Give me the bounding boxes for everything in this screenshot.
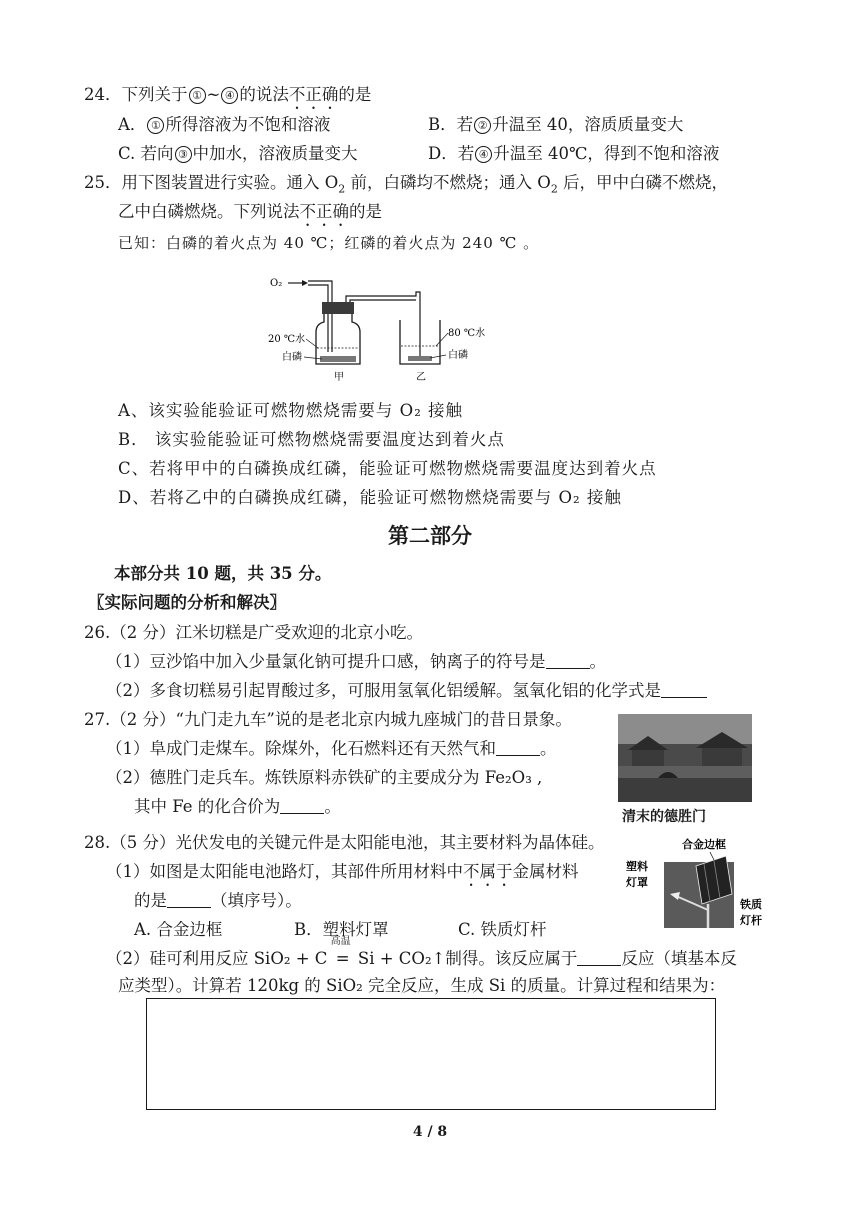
fig-phos1-label: 白磷: [282, 352, 302, 363]
q28-stem: 28.（5 分）光伏发电的关键元件是太阳能电池，其主要材料为晶体硅。: [84, 833, 605, 852]
q24-option-a: A． ① 所得溶液为不饱和溶液: [118, 115, 331, 134]
q25-stem-line2: 乙中白磷燃烧。下列说法不正确的是: [118, 202, 382, 221]
q24-option-d: D．若 ④ 升温至 40℃，得到不饱和溶液: [428, 144, 720, 163]
q25-option-b: B． 该实验能验证可燃物燃烧需要温度达到着火点: [118, 430, 505, 449]
fig-shade-label-1: 塑料: [626, 860, 648, 873]
q24-stem: 24．下列关于 ① ~ ④ 的说法不正确的是: [84, 85, 372, 104]
q25-stem-line1: 25．用下图装置进行实验。通入 $O_2$ 前，白磷均不燃烧；通入 $O_2$ 后，甲中白磷不燃烧，: [84, 173, 729, 196]
fig-water20-label: 20 ℃水: [268, 334, 306, 345]
q27-stem: 27.（2 分）“九门走九车”说的是老北京内城九座城门的昔日景象。: [84, 710, 572, 729]
answer-box[interactable]: [146, 998, 716, 1110]
fig-jia-label: 甲: [334, 372, 344, 383]
q24-option-b: B．若 ② 升温至 40，溶质质量变大: [428, 115, 684, 134]
q26-part1: （1）豆沙馅中加入少量氯化钠可提升口感，钠离子的符号是 。: [106, 652, 606, 671]
desheng-gate-photo: [618, 714, 752, 802]
fig-frame-label: 合金边框: [682, 838, 726, 851]
q25-known: 已知：白磷的着火点为 40 ℃；红磷的着火点为 240 ℃ 。: [118, 234, 540, 252]
q28-part2-line2: 应类型）。计算若 120kg 的 SiO₂ 完全反应，生成 Si 的质量。计算过程和结果为：: [118, 976, 726, 995]
section-heading: 〖实际问题的分析和解决〗: [88, 593, 286, 612]
fig-water80-label: 80 ℃水: [448, 328, 486, 339]
fig-shade-label-2: 灯罩: [626, 876, 648, 889]
q24-option-c: C. 若向 ③ 中加水，溶液质量变大: [118, 144, 358, 163]
q25-apparatus-figure: [268, 272, 508, 384]
page-number: 4 / 8: [412, 1124, 448, 1140]
fig-yi-label: 乙: [416, 372, 426, 383]
q28-option-b: B．塑料灯罩: [294, 920, 389, 939]
q27-part1: （1）阜成门走煤车。除煤外，化石燃料还有天然气和 。: [106, 739, 557, 758]
reaction-condition: 高温: [330, 936, 351, 947]
q28-option-c: C. 铁质灯杆: [458, 920, 547, 939]
solar-lamp-figure: [624, 836, 774, 928]
desheng-gate-caption: 清末的德胜门: [622, 809, 706, 825]
q25-option-a: A、该实验能验证可燃物燃烧需要与 O₂ 接触: [118, 401, 464, 420]
fig-pole-label-1: 铁质: [740, 898, 762, 911]
part2-title: 第二部分: [388, 523, 472, 548]
q27-part2: （2）德胜门走兵车。炼铁原料赤铁矿的主要成分为 Fe₂O₃ ,: [106, 768, 543, 787]
q28-part2: （2）硅可利用反应 SiO₂ + C 高温 = Si + CO₂↑制得。该反应属于 反应（填基本反: [106, 936, 737, 968]
q28-part1-line2: 的是 （填序号）。: [134, 891, 302, 910]
q28-part1: （1）如图是太阳能电池路灯，其部件所用材料中不属于金属材料: [106, 862, 579, 881]
q28-option-a: A. 合金边框: [134, 920, 223, 939]
fig-o2-label: O₂: [270, 278, 283, 289]
fig-phos2-label: 白磷: [448, 350, 468, 361]
part2-intro: 本部分共 10 题，共 35 分。: [114, 564, 332, 583]
q26-stem: 26.（2 分）江米切糕是广受欢迎的北京小吃。: [84, 623, 423, 642]
fig-pole-label-2: 灯杆: [740, 914, 762, 927]
q27-part2-line2: 其中 Fe 的化合价为 。: [134, 797, 341, 816]
q26-part2: （2）多食切糕易引起胃酸过多，可服用氢氧化铝缓解。氢氧化铝的化学式是: [106, 680, 707, 702]
q25-option-c: C、若将甲中的白磷换成红磷，能验证可燃物燃烧需要温度达到着火点: [118, 459, 657, 478]
q25-option-d: D、若将乙中的白磷换成红磷，能验证可燃物燃烧需要与 O₂ 接触: [118, 488, 622, 507]
